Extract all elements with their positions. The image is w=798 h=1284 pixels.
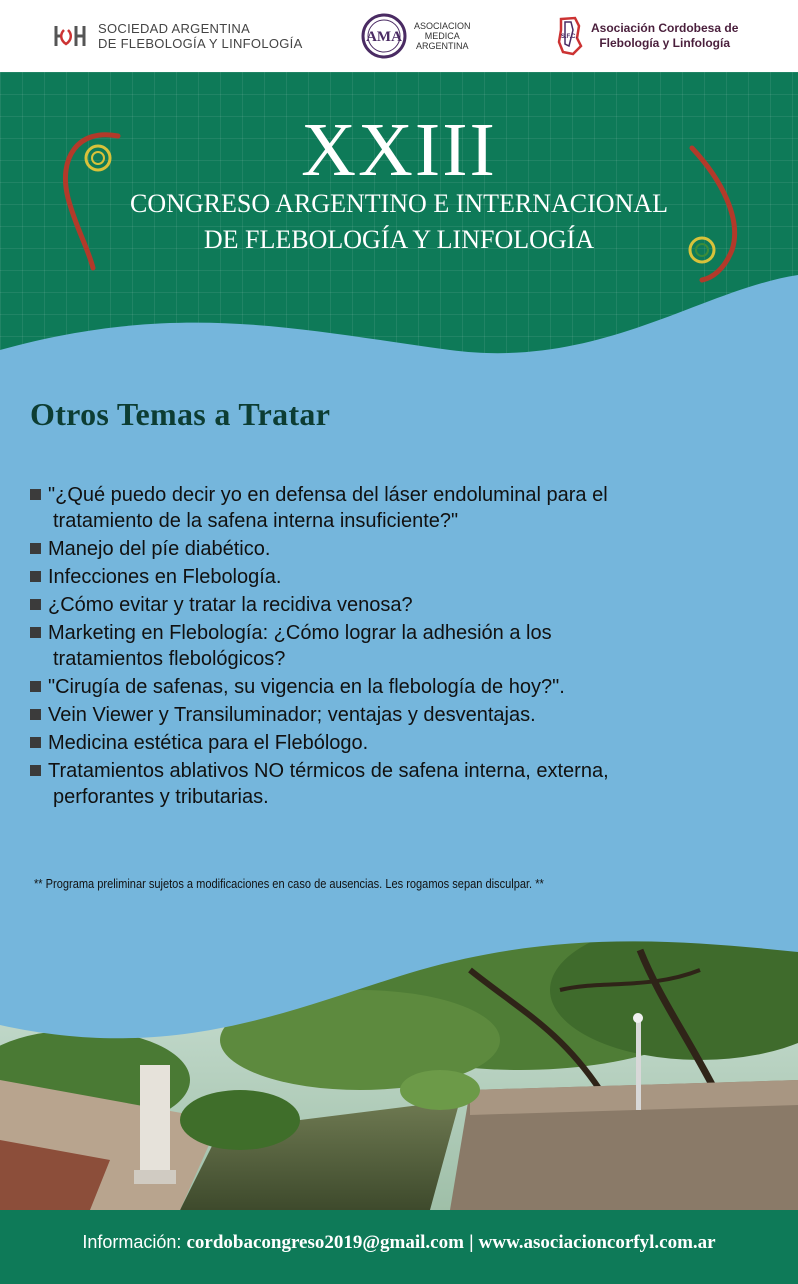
square-bullet-icon bbox=[30, 737, 41, 748]
footer-website-link[interactable]: www.asociacioncorfyl.com.ar bbox=[478, 1232, 716, 1253]
ama-emblem-icon bbox=[360, 12, 408, 60]
list-item: Medicina estética para el Flebólogo. bbox=[28, 730, 768, 756]
list-item: "Cirugía de safenas, su vigencia en la flebología de hoy?". bbox=[28, 674, 768, 700]
congress-subtitle-line2: DE FLEBOLOGÍA Y LINFOLOGÍA bbox=[203, 225, 595, 254]
logo2-line3: ARGENTINA bbox=[416, 41, 469, 51]
logo-sociedad-argentina bbox=[54, 0, 303, 72]
list-item: ¿Cómo evitar y tratar la recidiva venosa? bbox=[28, 592, 768, 618]
list-item: Vein Viewer y Transiluminador; ventajas y desventajas. bbox=[28, 702, 768, 728]
congress-subtitle-line1: CONGRESO ARGENTINO E INTERNACIONAL bbox=[129, 189, 669, 218]
footer-info-label: Información: bbox=[82, 1232, 182, 1252]
square-bullet-icon bbox=[30, 489, 41, 500]
city-canal-photo bbox=[0, 930, 798, 1210]
ama-mark-text: AMA bbox=[366, 29, 402, 45]
square-bullet-icon bbox=[30, 681, 41, 692]
banner-wave-shape bbox=[0, 270, 798, 380]
square-bullet-icon bbox=[30, 543, 41, 554]
footer-contact bbox=[0, 1232, 798, 1254]
sociedad-argentina-emblem-icon bbox=[54, 22, 90, 50]
logo1-line2: DE FLEBOLOGÍA Y LINFOLOGÍA bbox=[98, 36, 303, 51]
logo3-line2: Flebología y Linfología bbox=[599, 36, 731, 50]
sfc-map-emblem-icon bbox=[555, 16, 583, 56]
list-item: Infecciones en Flebología. bbox=[28, 564, 768, 590]
preliminary-program-note: ** Programa preliminar sujetos a modificaciones en caso de ausencias. Les rogamos sepan disculpar. ** bbox=[34, 876, 544, 891]
footer-separator: | bbox=[468, 1232, 474, 1252]
topics-list bbox=[28, 482, 768, 812]
list-item: Marketing en Flebología: ¿Cómo lograr la adhesión a los tratamientos flebológicos? bbox=[28, 620, 768, 672]
list-item: "¿Qué puedo decir yo en defensa del láser endoluminal para el tratamiento de la safena interna insuficiente?" bbox=[28, 482, 768, 534]
header-bar bbox=[0, 0, 798, 72]
sfc-mark-text: S.F.C. bbox=[560, 34, 578, 40]
footer-email-link[interactable]: cordobacongreso2019@gmail.com bbox=[186, 1232, 464, 1253]
square-bullet-icon bbox=[30, 571, 41, 582]
list-item: Manejo del píe diabético. bbox=[28, 536, 768, 562]
square-bullet-icon bbox=[30, 599, 41, 610]
square-bullet-icon bbox=[30, 709, 41, 720]
congress-number-title: XXIII bbox=[301, 108, 497, 192]
logo2-line2: MEDICA bbox=[424, 31, 460, 41]
logo-asociacion-medica bbox=[360, 0, 471, 72]
logo-asociacion-cordobesa bbox=[555, 0, 738, 72]
logo1-line1: SOCIEDAD ARGENTINA bbox=[98, 21, 251, 36]
logo2-line1: ASOCIACION bbox=[414, 21, 471, 31]
square-bullet-icon bbox=[30, 765, 41, 776]
square-bullet-icon bbox=[30, 627, 41, 638]
photo-wave-shape bbox=[0, 930, 798, 1070]
section-title: Otros Temas a Tratar bbox=[30, 396, 331, 432]
logo3-line1: Asociación Cordobesa de bbox=[591, 21, 739, 35]
list-item: Tratamientos ablativos NO térmicos de safena interna, externa, perforantes y tributarias. bbox=[28, 758, 768, 810]
